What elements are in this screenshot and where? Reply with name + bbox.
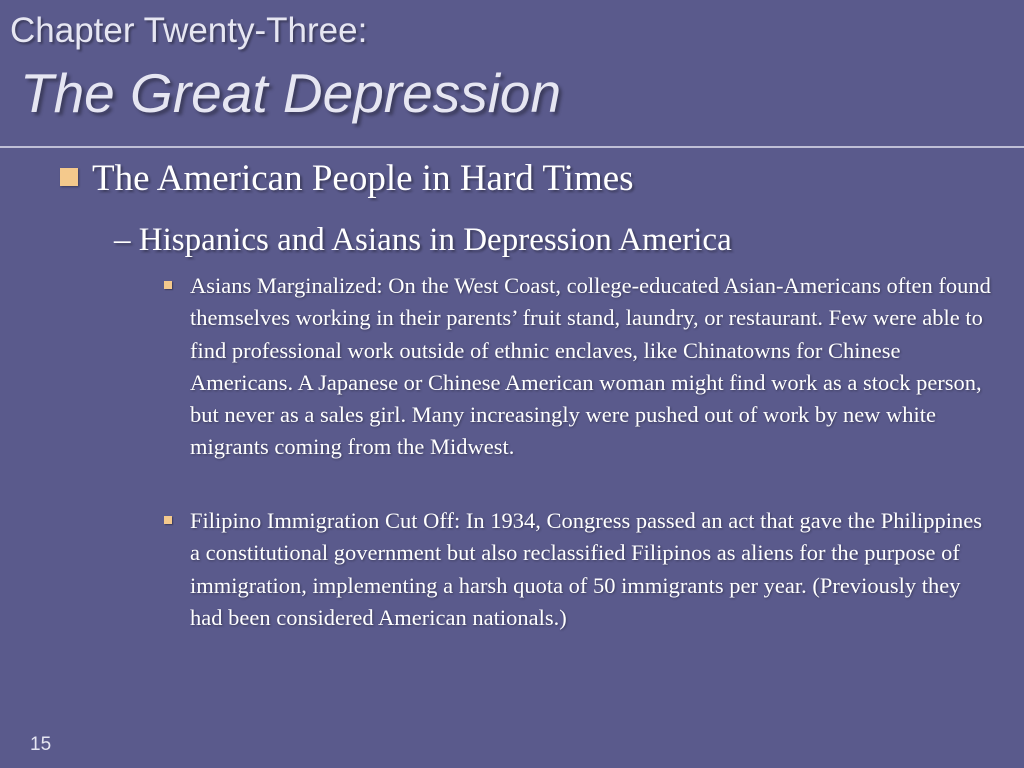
square-bullet-icon — [60, 168, 78, 186]
chapter-heading: Chapter Twenty-Three: — [10, 11, 368, 50]
small-square-bullet-icon — [164, 281, 172, 289]
level1-text: The American People in Hard Times — [92, 158, 634, 199]
bullet-text: Asians Marginalized: On the West Coast, college-educated Asian-Americans often found themselves working in their parents’ fruit stand, laundry, or restaurant. Few were able to find professional work outside of ethnic enclaves, like Chinatowns for Chinese Americans. A Japanese or Chinese American woman might find work as a stock person, but never as a sales girl. Many increasingly were pushed out of work by new white migrants coming from the Midwest. — [190, 273, 991, 460]
level1-item — [60, 154, 1000, 204]
bullet-asians-marginalized — [164, 270, 994, 464]
bullet-filipino-immigration — [164, 505, 994, 634]
slide-number: 15 — [30, 734, 52, 755]
bullet-text: Filipino Immigration Cut Off: In 1934, Congress passed an act that gave the Philippines a constitutional government but also reclassified Filipinos as aliens for the purpose of immigration, implementing a harsh quota of 50 immigrants per year. (Previously they had been considered American nationals.) — [190, 508, 982, 630]
level2-item: – Hispanics and Asians in Depression America — [114, 222, 732, 258]
slide-title: The Great Depression — [20, 62, 562, 124]
title-divider — [0, 146, 1024, 148]
small-square-bullet-icon — [164, 516, 172, 524]
